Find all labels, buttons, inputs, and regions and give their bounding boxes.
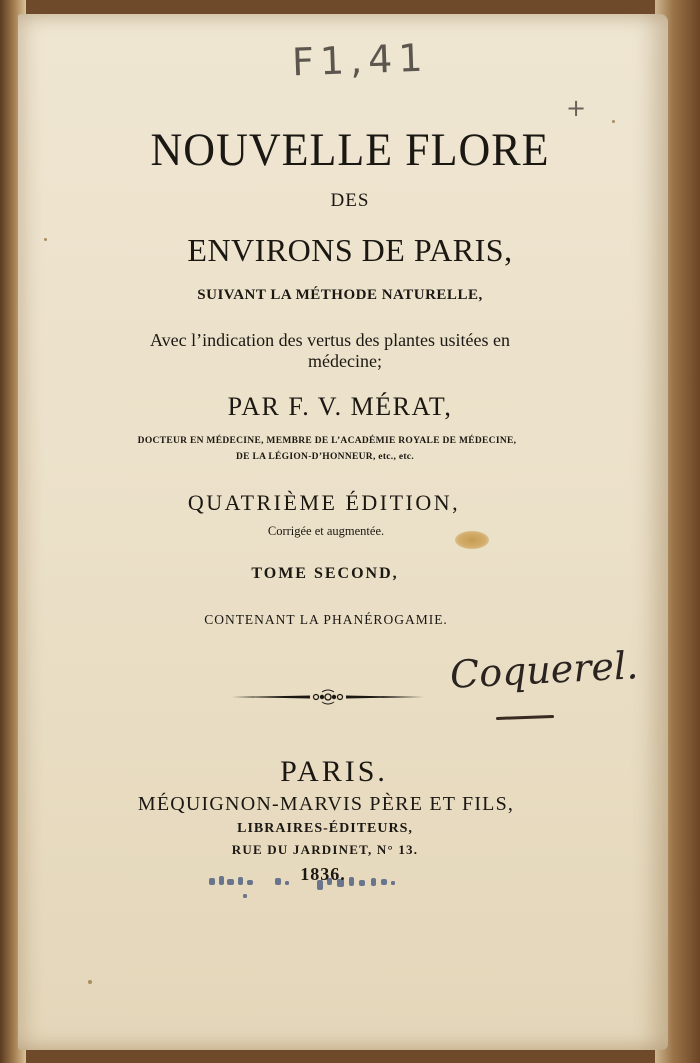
imprint-role: LIBRAIRES-ÉDITEURS, xyxy=(237,821,413,836)
volume-line: TOME SECOND, xyxy=(251,565,399,582)
edition-note: Corrigée et augmentée. xyxy=(267,524,385,538)
imprint-city: PARIS. xyxy=(280,755,388,788)
book-title: NOUVELLE FLORE xyxy=(150,123,550,176)
title-des: DES xyxy=(330,190,370,211)
handwritten-signature: Coquerel. xyxy=(448,643,640,697)
description-line-1: Avec l’indication des vertus des plantes usitées en xyxy=(149,330,511,350)
contents-line: CONTENANT LA PHANÉROGAMIE. xyxy=(204,612,448,627)
method-line: SUIVANT LA MÉTHODE NATURELLE, xyxy=(197,287,483,303)
imprint-publisher: MÉQUIGNON-MARVIS PÈRE ET FILS, xyxy=(137,793,515,815)
author-line: PAR F. V. MÉRAT, xyxy=(227,392,453,421)
edition-line: QUATRIÈME ÉDITION, xyxy=(187,490,461,515)
ornamental-rule xyxy=(230,686,426,708)
imprint-year: 1836. xyxy=(300,864,346,884)
imprint-address: RUE DU JARDINET, N° 13. xyxy=(231,842,419,857)
book-subtitle: ENVIRONS DE PARIS, xyxy=(187,232,513,268)
credentials-line-2: DE LA LÉGION-D’HONNEUR, etc., etc. xyxy=(235,452,415,462)
credentials-line-1: DOCTEUR EN MÉDECINE, MEMBRE DE L’ACADÉMIE ROYALE DE MÉDECINE, xyxy=(137,436,517,446)
foxing-spot xyxy=(88,980,92,984)
description-line-2: médecine; xyxy=(308,351,382,371)
pencil-plus-mark: + xyxy=(566,94,587,122)
pencil-shelfmark: F1,41 xyxy=(291,35,430,85)
